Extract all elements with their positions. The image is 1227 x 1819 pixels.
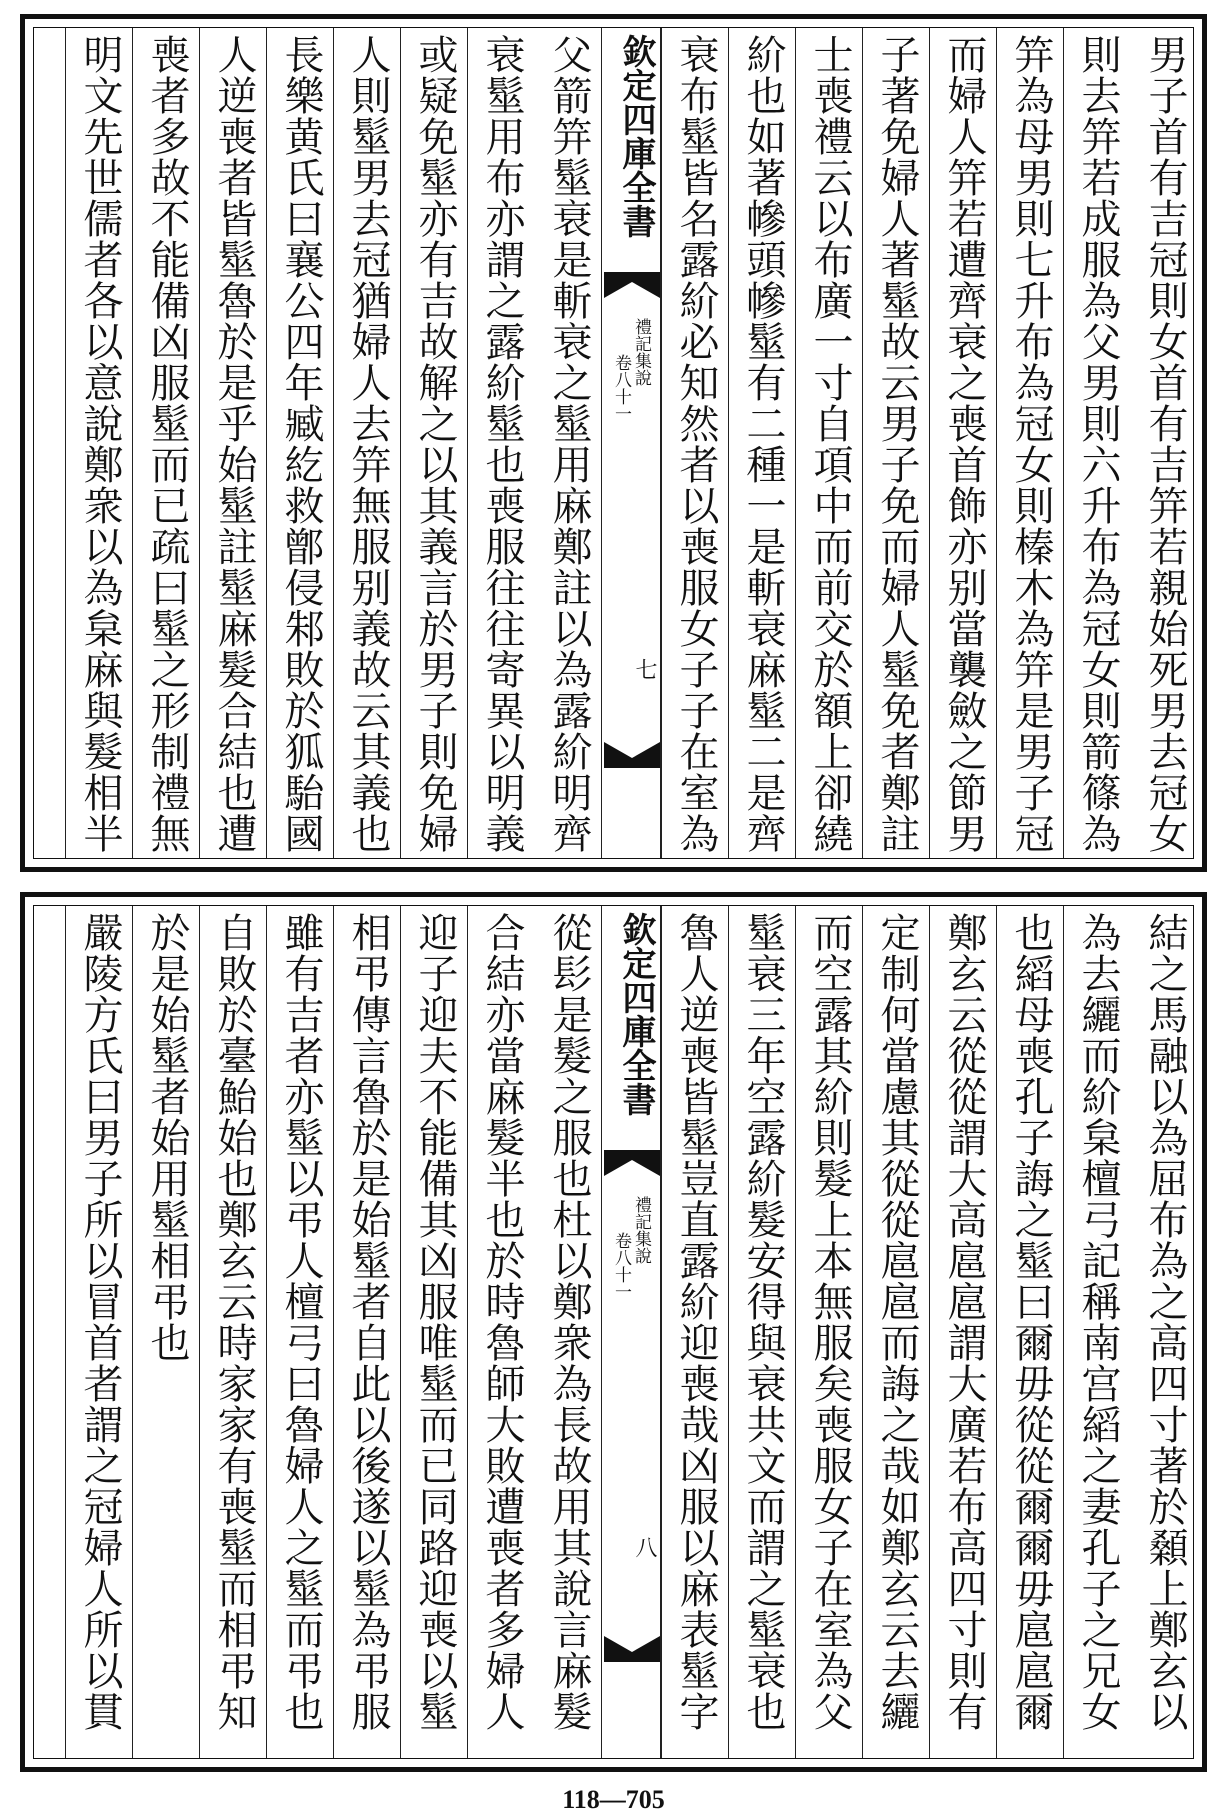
text-column: 人逆喪者皆髽魯於是乎始髽註髽麻髮合結也遭 (199, 28, 266, 858)
text-column: 雖有吉者亦髽以弔人檀弓曰魯婦人之髽而弔也 (266, 906, 333, 1758)
text-column: 喪者多故不能備凶服髽而已疏曰髽之形制禮無 (132, 28, 199, 858)
fish-tail-ornament-icon (604, 742, 660, 768)
text-column: 人則髽男去冠猶婦人去笄無服别義故云其義也 (333, 28, 400, 858)
text-column: 則去笄若成服為父男則六升布為冠女則箭篠為 (1063, 28, 1130, 858)
text-column: 合結亦當麻髮半也於時魯師大敗遭喪者多婦人 (467, 906, 534, 1758)
text-column: 定制何當慮其從從扈扈而誨之哉如鄭玄云去纚 (862, 906, 929, 1758)
text-column: 或疑免髽亦有吉故解之以其義言於男子則免婦 (400, 28, 467, 858)
text-column: 鄭玄云從從謂大高扈扈謂大廣若布高四寸則有 (929, 906, 996, 1758)
text-column: 為去纚而紒枲檀弓記稱南宫縚之妻孔子之兄女 (1063, 906, 1130, 1758)
page-panel-top (20, 14, 1207, 872)
leaf-number: 八 (632, 1536, 657, 1558)
text-column: 士喪禮云以布廣一寸自項中而前交於額上卻繞 (795, 28, 862, 858)
fish-tail-ornament-icon (604, 272, 660, 298)
text-column: 衰髽用布亦謂之露紒髽也喪服往往寄異以明義 (467, 28, 534, 858)
text-column: 髽衰三年空露紒髮安得與衰共文而謂之髽衰也 (728, 906, 795, 1758)
text-column: 衰布髽皆名露紒必知然者以喪服女子子在室為 (661, 28, 728, 858)
text-column: 男子首有吉冠則女首有吉笄若親始死男去冠女 (1142, 34, 1188, 854)
book-title: 禮記集說 (631, 318, 651, 386)
leaf-number: 七 (632, 658, 657, 680)
page-number: 118—705 (562, 1785, 665, 1814)
text-column: 迎子迎夫不能備其凶服唯髽而已同路迎喪以髽 (400, 906, 467, 1758)
text-frame-top (33, 27, 1194, 859)
page-panel-bottom (20, 892, 1207, 1772)
text-column: 紒也如著幓頭幓髽有二種一是斬衰麻髽二是齊 (728, 28, 795, 858)
text-column: 嚴陵方氏曰男子所以冒首者謂之冠婦人所以貫 (65, 906, 132, 1758)
text-column: 長樂黄氏曰襄公四年臧紇救鄫侵邾敗於狐駘國 (266, 28, 333, 858)
book-title: 禮記集說 (631, 1196, 651, 1264)
collection-title: 欽定四庫全書 (616, 34, 656, 238)
center-banner (601, 906, 661, 1758)
text-column: 笄為母男則七升布為冠女則榛木為笄是男子冠 (996, 28, 1063, 858)
text-column: 也縚母喪孔子誨之髽曰爾毋從從爾爾毋扈扈爾 (996, 906, 1063, 1758)
text-column: 魯人逆喪皆髽豈直露紒迎喪哉凶服以麻表髽字 (661, 906, 728, 1758)
text-column: 從髟是髮之服也杜以鄭衆為長故用其說言麻髮 (546, 912, 592, 1732)
text-column: 父箭笄髽衰是斬衰之髽用麻鄭註以為露紒明齊 (546, 34, 592, 854)
collection-title: 欽定四庫全書 (616, 912, 656, 1116)
volume-label: 卷八十一 (611, 354, 631, 422)
text-column: 子著免婦人著髽故云男子免而婦人髽免者鄭註 (862, 28, 929, 858)
text-frame-bottom (33, 905, 1194, 1759)
fish-tail-ornament-icon (604, 1636, 660, 1662)
text-column: 於是始髽者始用髽相弔也 (132, 906, 199, 1758)
text-column: 結之馬融以為屈布為之高四寸著於顙上鄭玄以 (1142, 912, 1188, 1732)
text-column: 相弔傳言魯於是始髽者自此以後遂以髽為弔服 (333, 906, 400, 1758)
text-column: 明文先世儒者各以意說鄭衆以為枲麻與髮相半 (65, 28, 132, 858)
text-column: 而空露其紒則髮上本無服矣喪服女子在室為父 (795, 906, 862, 1758)
fish-tail-ornament-icon (604, 1150, 660, 1176)
center-banner (601, 28, 661, 858)
volume-label: 卷八十一 (611, 1232, 631, 1300)
text-column: 自敗於臺鮐始也鄭玄云時家家有喪髽而相弔知 (199, 906, 266, 1758)
text-column: 而婦人笄若遭齊衰之喪首飾亦别當襲斂之節男 (929, 28, 996, 858)
